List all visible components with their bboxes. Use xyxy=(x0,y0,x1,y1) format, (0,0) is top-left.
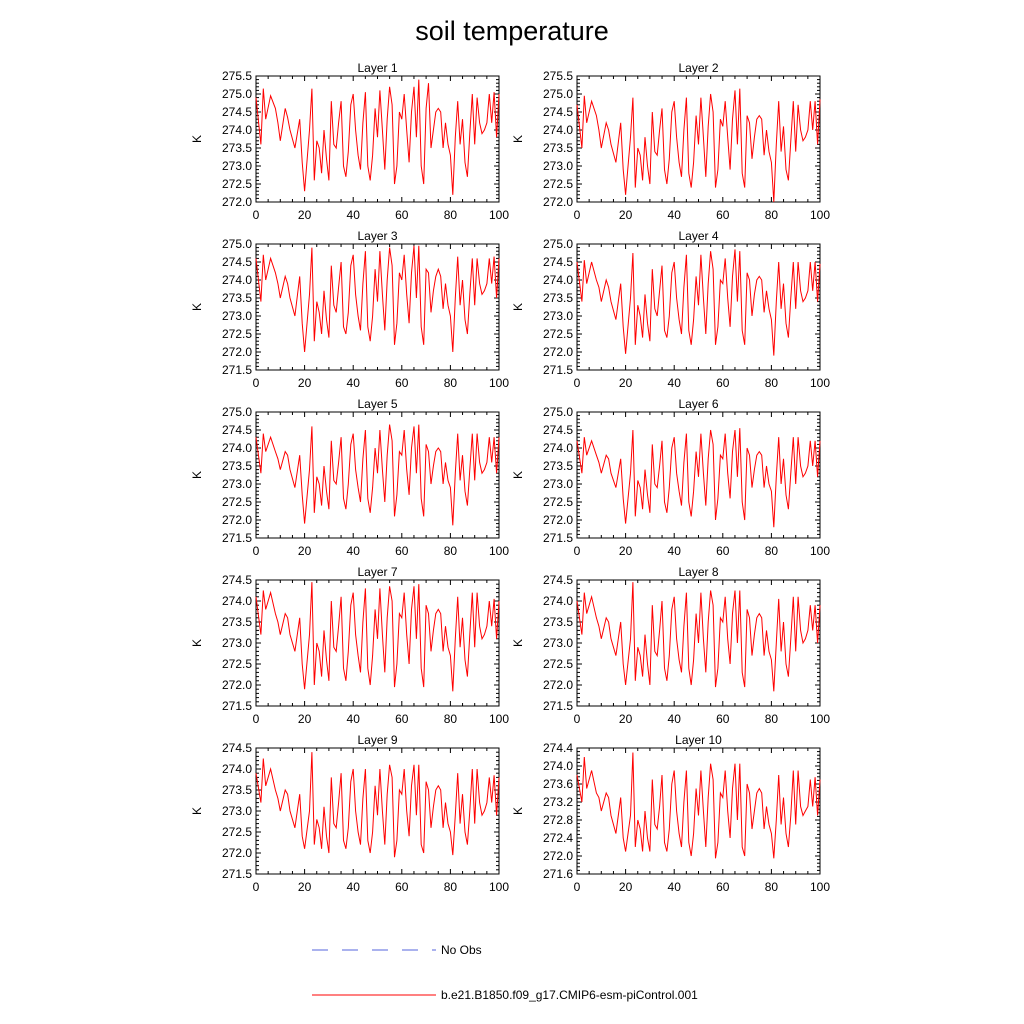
panel-title: Layer 2 xyxy=(678,61,719,75)
y-tick-label: 274.0 xyxy=(221,441,252,455)
x-tick-label: 40 xyxy=(667,544,681,558)
y-tick-label: 271.5 xyxy=(542,363,573,377)
series-line xyxy=(577,249,820,355)
x-tick-label: 20 xyxy=(618,208,633,222)
y-tick-label: 275.0 xyxy=(221,405,252,419)
x-tick-label: 100 xyxy=(809,376,831,390)
y-axis-label: K xyxy=(511,806,525,816)
y-tick-label: 272.0 xyxy=(221,195,252,209)
y-tick-label: 271.5 xyxy=(221,699,252,713)
y-tick-label: 273.0 xyxy=(542,477,573,491)
x-tick-label: 100 xyxy=(488,880,510,894)
y-tick-label: 274.0 xyxy=(542,123,573,137)
y-tick-label: 272.5 xyxy=(221,327,252,341)
y-tick-label: 273.0 xyxy=(542,309,573,323)
x-tick-label: 0 xyxy=(573,712,581,726)
y-axis-label: K xyxy=(511,134,525,144)
x-tick-label: 80 xyxy=(443,376,458,390)
panel-title: Layer 4 xyxy=(678,229,719,243)
x-tick-label: 40 xyxy=(346,880,360,894)
x-tick-label: 20 xyxy=(618,712,633,726)
y-tick-label: 275.5 xyxy=(221,69,252,83)
y-tick-label: 272.5 xyxy=(221,495,252,509)
y-tick-label: 274.5 xyxy=(221,423,252,437)
y-axis-label: K xyxy=(511,302,525,312)
y-tick-label: 272.5 xyxy=(542,657,573,671)
x-tick-label: 0 xyxy=(573,376,581,390)
y-tick-label: 272.0 xyxy=(542,849,573,863)
y-tick-label: 275.0 xyxy=(221,237,252,251)
x-tick-label: 20 xyxy=(618,880,633,894)
y-tick-label: 273.5 xyxy=(221,141,252,155)
x-tick-label: 0 xyxy=(252,880,260,894)
y-axis-label: K xyxy=(190,638,204,648)
y-tick-label: 273.0 xyxy=(221,636,252,650)
y-tick-label: 271.5 xyxy=(221,531,252,545)
panel-title: Layer 10 xyxy=(675,733,722,747)
y-tick-label: 272.0 xyxy=(542,678,573,692)
y-tick-label: 274.5 xyxy=(542,573,573,587)
x-tick-label: 20 xyxy=(618,376,633,390)
x-tick-label: 40 xyxy=(667,208,681,222)
y-tick-label: 275.0 xyxy=(542,405,573,419)
y-tick-label: 275.0 xyxy=(542,237,573,251)
y-tick-label: 272.5 xyxy=(221,177,252,191)
y-axis-label: K xyxy=(190,806,204,816)
x-tick-label: 40 xyxy=(346,208,360,222)
x-tick-label: 80 xyxy=(443,880,458,894)
x-tick-label: 100 xyxy=(488,376,510,390)
panels-grid xyxy=(190,61,830,894)
y-tick-label: 273.5 xyxy=(221,291,252,305)
series-line xyxy=(256,582,499,691)
x-tick-label: 60 xyxy=(395,208,409,222)
series-line xyxy=(577,753,820,859)
y-tick-label: 273.5 xyxy=(542,459,573,473)
x-tick-label: 60 xyxy=(716,712,730,726)
y-axis-label: K xyxy=(190,470,204,480)
y-tick-label: 274.0 xyxy=(221,273,252,287)
y-tick-label: 273.0 xyxy=(221,159,252,173)
y-tick-label: 272.0 xyxy=(542,195,573,209)
y-tick-label: 274.0 xyxy=(221,594,252,608)
series-line xyxy=(256,752,499,857)
x-tick-label: 20 xyxy=(297,880,312,894)
y-axis-label: K xyxy=(511,638,525,648)
y-tick-label: 274.5 xyxy=(542,423,573,437)
y-tick-label: 274.0 xyxy=(221,123,252,137)
x-tick-label: 80 xyxy=(764,544,779,558)
y-tick-label: 272.0 xyxy=(542,345,573,359)
x-tick-label: 100 xyxy=(809,880,831,894)
x-tick-label: 80 xyxy=(764,880,779,894)
y-tick-label: 271.5 xyxy=(542,531,573,545)
series-line xyxy=(577,428,820,527)
x-tick-label: 60 xyxy=(395,880,409,894)
series-line xyxy=(577,89,820,202)
panel-title: Layer 6 xyxy=(678,397,719,411)
x-tick-label: 60 xyxy=(395,712,409,726)
panel-title: Layer 9 xyxy=(357,733,398,747)
y-tick-label: 273.2 xyxy=(542,795,573,809)
y-axis-label: K xyxy=(190,134,204,144)
panel-title: Layer 7 xyxy=(357,565,398,579)
y-tick-label: 274.5 xyxy=(221,255,252,269)
x-tick-label: 40 xyxy=(667,376,681,390)
y-tick-label: 274.0 xyxy=(542,441,573,455)
x-tick-label: 40 xyxy=(346,544,360,558)
x-tick-label: 100 xyxy=(488,208,510,222)
y-tick-label: 273.5 xyxy=(221,783,252,797)
x-tick-label: 0 xyxy=(252,376,260,390)
y-tick-label: 272.8 xyxy=(542,813,573,827)
series-line xyxy=(256,246,499,352)
x-tick-label: 80 xyxy=(764,376,779,390)
x-tick-label: 100 xyxy=(809,544,831,558)
y-tick-label: 271.5 xyxy=(542,699,573,713)
x-tick-label: 20 xyxy=(297,712,312,726)
y-tick-label: 273.5 xyxy=(542,291,573,305)
x-tick-label: 60 xyxy=(716,376,730,390)
y-tick-label: 273.5 xyxy=(542,615,573,629)
y-tick-label: 275.0 xyxy=(221,87,252,101)
x-tick-label: 100 xyxy=(488,712,510,726)
y-tick-label: 272.4 xyxy=(542,831,573,845)
panel-layer-9 xyxy=(190,733,509,894)
x-tick-label: 60 xyxy=(716,208,730,222)
chart-title: soil temperature xyxy=(415,16,609,46)
plot-frame xyxy=(577,244,820,370)
y-tick-label: 274.0 xyxy=(542,594,573,608)
y-tick-label: 272.5 xyxy=(221,657,252,671)
y-tick-label: 271.5 xyxy=(221,363,252,377)
y-tick-label: 273.5 xyxy=(221,615,252,629)
plot-frame xyxy=(256,412,499,538)
x-tick-label: 40 xyxy=(346,712,360,726)
series-line xyxy=(256,80,499,195)
y-tick-label: 273.0 xyxy=(221,477,252,491)
x-tick-label: 0 xyxy=(252,712,260,726)
y-tick-label: 273.0 xyxy=(542,159,573,173)
y-tick-label: 274.5 xyxy=(542,255,573,269)
x-tick-label: 20 xyxy=(618,544,633,558)
x-tick-label: 80 xyxy=(443,712,458,726)
legend-label-model-run: b.e21.B1850.f09_g17.CMIP6-esm-piControl.001 xyxy=(441,988,698,1002)
y-tick-label: 274.4 xyxy=(542,741,573,755)
y-axis-label: K xyxy=(511,470,525,480)
y-tick-label: 274.0 xyxy=(221,762,252,776)
panel-layer-2 xyxy=(511,61,830,222)
y-tick-label: 272.0 xyxy=(221,846,252,860)
legend-label-no-obs: No Obs xyxy=(441,943,482,957)
x-tick-label: 100 xyxy=(488,544,510,558)
x-tick-label: 60 xyxy=(716,544,730,558)
panel-title: Layer 3 xyxy=(357,229,398,243)
x-tick-label: 100 xyxy=(809,712,831,726)
y-tick-label: 272.0 xyxy=(221,678,252,692)
y-tick-label: 273.0 xyxy=(221,804,252,818)
y-tick-label: 271.6 xyxy=(542,867,573,881)
panel-title: Layer 8 xyxy=(678,565,719,579)
x-tick-label: 20 xyxy=(297,208,312,222)
x-tick-label: 20 xyxy=(297,544,312,558)
y-tick-label: 274.0 xyxy=(542,273,573,287)
x-tick-label: 80 xyxy=(443,544,458,558)
panel-layer-1 xyxy=(190,61,509,222)
panel-layer-10 xyxy=(511,733,830,894)
panel-layer-4 xyxy=(511,229,830,390)
y-tick-label: 273.5 xyxy=(221,459,252,473)
x-tick-label: 0 xyxy=(573,208,581,222)
x-tick-label: 40 xyxy=(667,880,681,894)
y-tick-label: 272.5 xyxy=(221,825,252,839)
x-tick-label: 60 xyxy=(395,544,409,558)
x-tick-label: 20 xyxy=(297,376,312,390)
y-tick-label: 273.5 xyxy=(542,141,573,155)
x-tick-label: 0 xyxy=(252,544,260,558)
y-tick-label: 275.0 xyxy=(542,87,573,101)
y-tick-label: 274.5 xyxy=(542,105,573,119)
y-axis-label: K xyxy=(190,302,204,312)
panel-layer-6 xyxy=(511,397,830,558)
y-tick-label: 274.0 xyxy=(542,759,573,773)
y-tick-label: 275.5 xyxy=(542,69,573,83)
x-tick-label: 0 xyxy=(573,880,581,894)
x-tick-label: 80 xyxy=(764,712,779,726)
x-tick-label: 0 xyxy=(252,208,260,222)
y-tick-label: 274.5 xyxy=(221,741,252,755)
panel-layer-7 xyxy=(190,565,509,726)
y-tick-label: 272.5 xyxy=(542,327,573,341)
x-tick-label: 60 xyxy=(395,376,409,390)
x-tick-label: 80 xyxy=(764,208,779,222)
x-tick-label: 0 xyxy=(573,544,581,558)
y-tick-label: 274.5 xyxy=(221,573,252,587)
y-tick-label: 273.0 xyxy=(221,309,252,323)
x-tick-label: 100 xyxy=(809,208,831,222)
panel-title: Layer 1 xyxy=(357,61,398,75)
x-tick-label: 80 xyxy=(443,208,458,222)
y-tick-label: 272.0 xyxy=(221,513,252,527)
x-tick-label: 40 xyxy=(346,376,360,390)
y-tick-label: 272.0 xyxy=(221,345,252,359)
panel-layer-3 xyxy=(190,229,509,390)
x-tick-label: 60 xyxy=(716,880,730,894)
y-tick-label: 273.0 xyxy=(542,636,573,650)
y-tick-label: 271.5 xyxy=(221,867,252,881)
panel-layer-8 xyxy=(511,565,830,726)
y-tick-label: 272.0 xyxy=(542,513,573,527)
y-tick-label: 272.5 xyxy=(542,495,573,509)
x-tick-label: 40 xyxy=(667,712,681,726)
y-tick-label: 272.5 xyxy=(542,177,573,191)
series-line xyxy=(577,582,820,691)
legend xyxy=(312,943,698,1002)
y-tick-label: 273.6 xyxy=(542,777,573,791)
panel-layer-5 xyxy=(190,397,509,558)
series-line xyxy=(256,425,499,526)
y-tick-label: 274.5 xyxy=(221,105,252,119)
panel-title: Layer 5 xyxy=(357,397,398,411)
